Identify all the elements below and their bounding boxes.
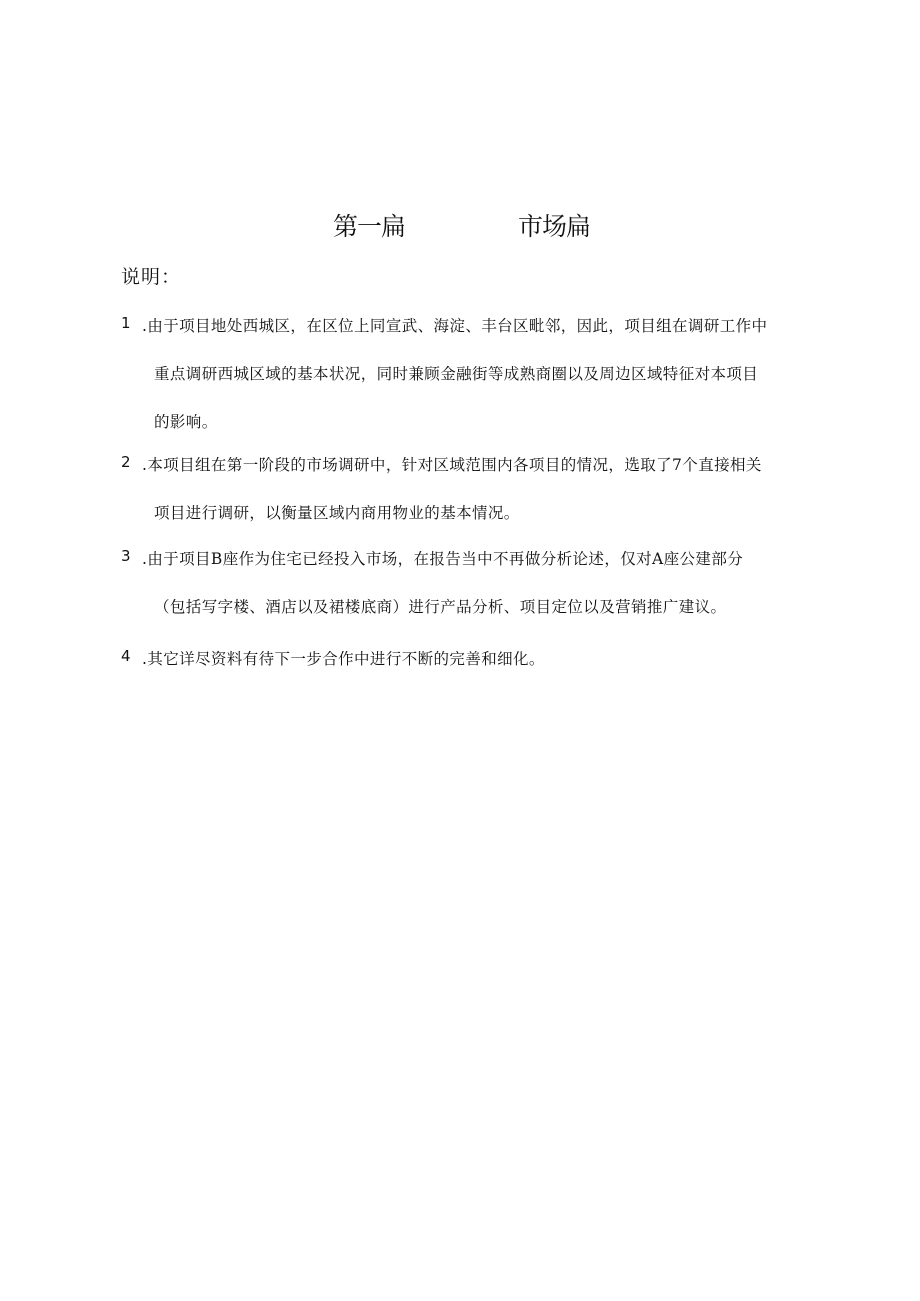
page-title [0, 207, 920, 247]
item-text-line: .本项目组在第一阶段的市场调研中，针对区域范围内各项目的情况，选取了7个直接相关 [142, 456, 762, 474]
list-item-2 [121, 453, 821, 549]
item-text-line: （包括写字楼、酒店以及裙楼底商）进行产品分析、项目定位以及营销推广建议。 [154, 598, 727, 616]
list-item-4 [121, 647, 821, 695]
item-text-line: .由于项目地处西城区，在区位上同宣武、海淀、丰台区毗邻，因此，项目组在调研工作中 [142, 317, 768, 335]
item-text-line: .由于项目B座作为住宅已经投入市场，在报告当中不再做分析论述，仅对A座公建部分 [142, 550, 744, 568]
item-number: 3 [121, 547, 131, 565]
title-right: 市场扁 [518, 212, 591, 241]
list-item-1 [121, 314, 821, 458]
item-number: 4 [121, 647, 131, 665]
item-text-line: 重点调研西城区域的基本状况，同时兼顾金融街等成熟商圈以及周边区域特征对本项目 [154, 365, 759, 383]
list-item-3 [121, 547, 821, 643]
item-text-line: 项目进行调研，以衡量区域内商用物业的基本情况。 [154, 504, 520, 522]
title-left: 第一扁 [333, 212, 406, 241]
item-text-line: 的影响。 [154, 413, 218, 431]
item-number: 2 [121, 453, 131, 471]
item-number: 1 [121, 314, 131, 332]
item-text-line: .其它详尽资料有待下一步合作中进行不断的完善和细化。 [142, 650, 545, 668]
section-heading: 说明： [121, 266, 182, 288]
